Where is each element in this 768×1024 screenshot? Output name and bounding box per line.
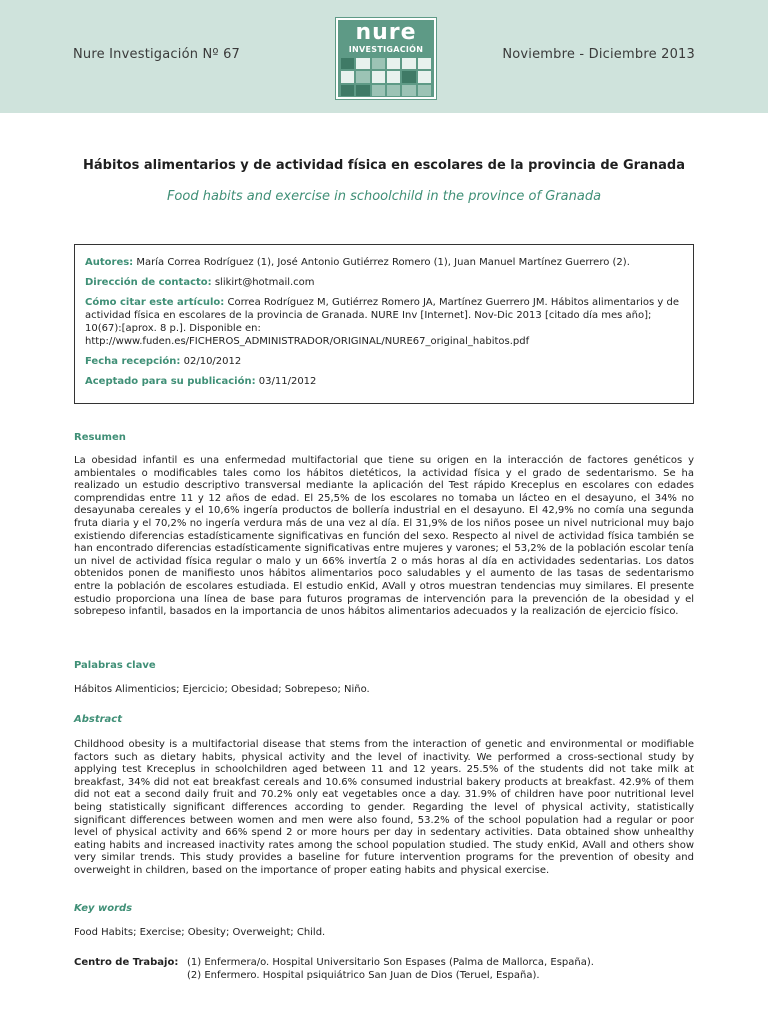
- centro-de-trabajo: [74, 957, 694, 982]
- centro-line-2: (2) Enfermero. Hospital psiquiátrico San Juan de Dios (Teruel, España).: [187, 969, 540, 981]
- title-spanish: Hábitos alimentarios y de actividad física en escolares de la provincia de Granada: [83, 158, 685, 173]
- contact-line: [85, 276, 683, 289]
- centro-line-1: (1) Enfermera/o. Hospital Universitario Son Espases (Palma de Mallorca, España).: [187, 957, 594, 968]
- logo-subtitle: INVESTIGACIÓN: [348, 45, 424, 54]
- centro-label: Centro de Trabajo:: [74, 957, 179, 968]
- logo-word: nure: [355, 20, 417, 45]
- resumen-heading: Resumen: [74, 432, 126, 443]
- key-words-heading: Key words: [74, 903, 133, 914]
- authors-value: María Correa Rodríguez (1), José Antonio Gutiérrez Romero (1), Juan Manuel Martínez Guerrero (2).: [136, 257, 630, 268]
- abstract-heading: Abstract: [74, 714, 123, 725]
- palabras-clave-heading: Palabras clave: [74, 660, 156, 671]
- logo-grid-icon: [341, 58, 431, 96]
- received-value: 02/10/2012: [183, 356, 242, 367]
- authors-line: [85, 256, 683, 269]
- header-band: [0, 0, 768, 113]
- citation-line: [85, 296, 683, 348]
- received-line: [85, 355, 683, 368]
- resumen-text: La obesidad infantil es una enfermedad multifactorial que tiene su origen en la interacción de factores genéticos y ambientales o modificables tales como los hábitos dietéticos, la actividad física y el grado de sedentarismo. Se ha realizado un estudio descriptivo transversal mediante la aplicación del Test rápido Kreceplus en escolares con edades comprendidas entre 11 y 12 años de edad. El 25,5% de los escolares no tomaba un lácteo en el desayuno, el 34% no desayunaba cereales y el 10,6% ingería productos de bollería industrial en el desayuno. El 42,9% no comía una segunda fruta diaria y el 70,2% no ingería verdura más de una vez al día. El 31,9% de los niños posee un nivel nutricional muy bajo existiendo diferencias estadísticamente significativas en función del sexo. Respecto al nivel de actividad física también se han encontrado diferencias estadísticamente significativas entre mujeres y varones; el 53,2% de la población escolar tenía un nivel de actividad física regular o malo y un 66% invertía 2 o más horas al día en actividades sedentarias. Los datos obtenidos ponen de manifiesto unos hábitos alimentarios poco saludables y el aumento de las tasas de sedentarismo entre la población de escolares estudiada. El estudio enKid, AVall y otros muestran tendencias muy similares. El presente estudio proporciona una línea de base para futuros programas de intervención para la prevención de la obesidad y el sobrepeso infantil, basados en la importancia de unos hábitos alimentarios adecuados y la realización de ejercicio físico.: [74, 455, 694, 618]
- nure-logo: [336, 18, 436, 99]
- centro-values: [187, 957, 594, 982]
- contact-value[interactable]: slikirt@hotmail.com: [214, 277, 315, 288]
- accepted-label: Aceptado para su publicación:: [85, 376, 256, 387]
- title-english: Food habits and exercise in schoolchild in the province of Granada: [166, 189, 602, 204]
- authors-label: Autores:: [85, 257, 134, 268]
- abstract-text: Childhood obesity is a multifactorial disease that stems from the interaction of genetic and environmental or modifiable factors such as dietary habits, physical activity and the level of inactivity. We performed a cross-sectional study by applying test Kreceplus in schoolchildren aged between 11 and 12 years. 25.5% of the students did not take milk at breakfast, 34% did not eat breakfast cereals and 10.6% consumed industrial bakery products at breakfast. 42.9% of them did not eat a second daily fruit and 70.2% only eat vegetables once a day. 31.9% of children have poor nutritional level being statistically significant differences according to gender. Regarding the level of physical activity, statistically significant differences between women and men were also found, 53.2% of the school population had a regular or poor level of physical activity and 66% spend 2 or more hours per day in sedentary activities. Data obtained show unhealthy eating habits and increased inactivity rates among the school population studied. The study enKid, AVall and others show very similar trends. This study provides a baseline for future intervention programs for the prevention of obesity and overweight in children, based on the importance of proper eating habits and physical exercise.: [74, 739, 694, 876]
- citation-label: Cómo citar este artículo:: [85, 297, 225, 308]
- article-info-box: [74, 244, 694, 404]
- palabras-clave-text: Hábitos Alimenticios; Ejercicio; Obesidad; Sobrepeso; Niño.: [74, 684, 370, 695]
- accepted-line: [85, 375, 683, 388]
- issue-date: Noviembre - Diciembre 2013: [502, 47, 695, 62]
- journal-issue: Nure Investigación Nº 67: [73, 47, 241, 62]
- key-words-text: Food Habits; Exercise; Obesity; Overweight; Child.: [74, 927, 326, 938]
- citation-value: Correa Rodríguez M, Gutiérrez Romero JA, Martínez Guerrero JM. Hábitos alimentarios y de actividad física en escolares de la provincia de Granada. NURE Inv [Internet]. Nov-Dic 2013 [citado día mes año]; 10(67):[aprox. 8 p.]. Disponible en: http://www.fuden.es/FICHEROS_ADMINISTRADOR/ORIGINAL/NURE67_original_habitos.pdf: [85, 297, 679, 347]
- received-label: Fecha recepción:: [85, 356, 181, 367]
- contact-label: Dirección de contacto:: [85, 277, 212, 288]
- accepted-value: 03/11/2012: [258, 376, 317, 387]
